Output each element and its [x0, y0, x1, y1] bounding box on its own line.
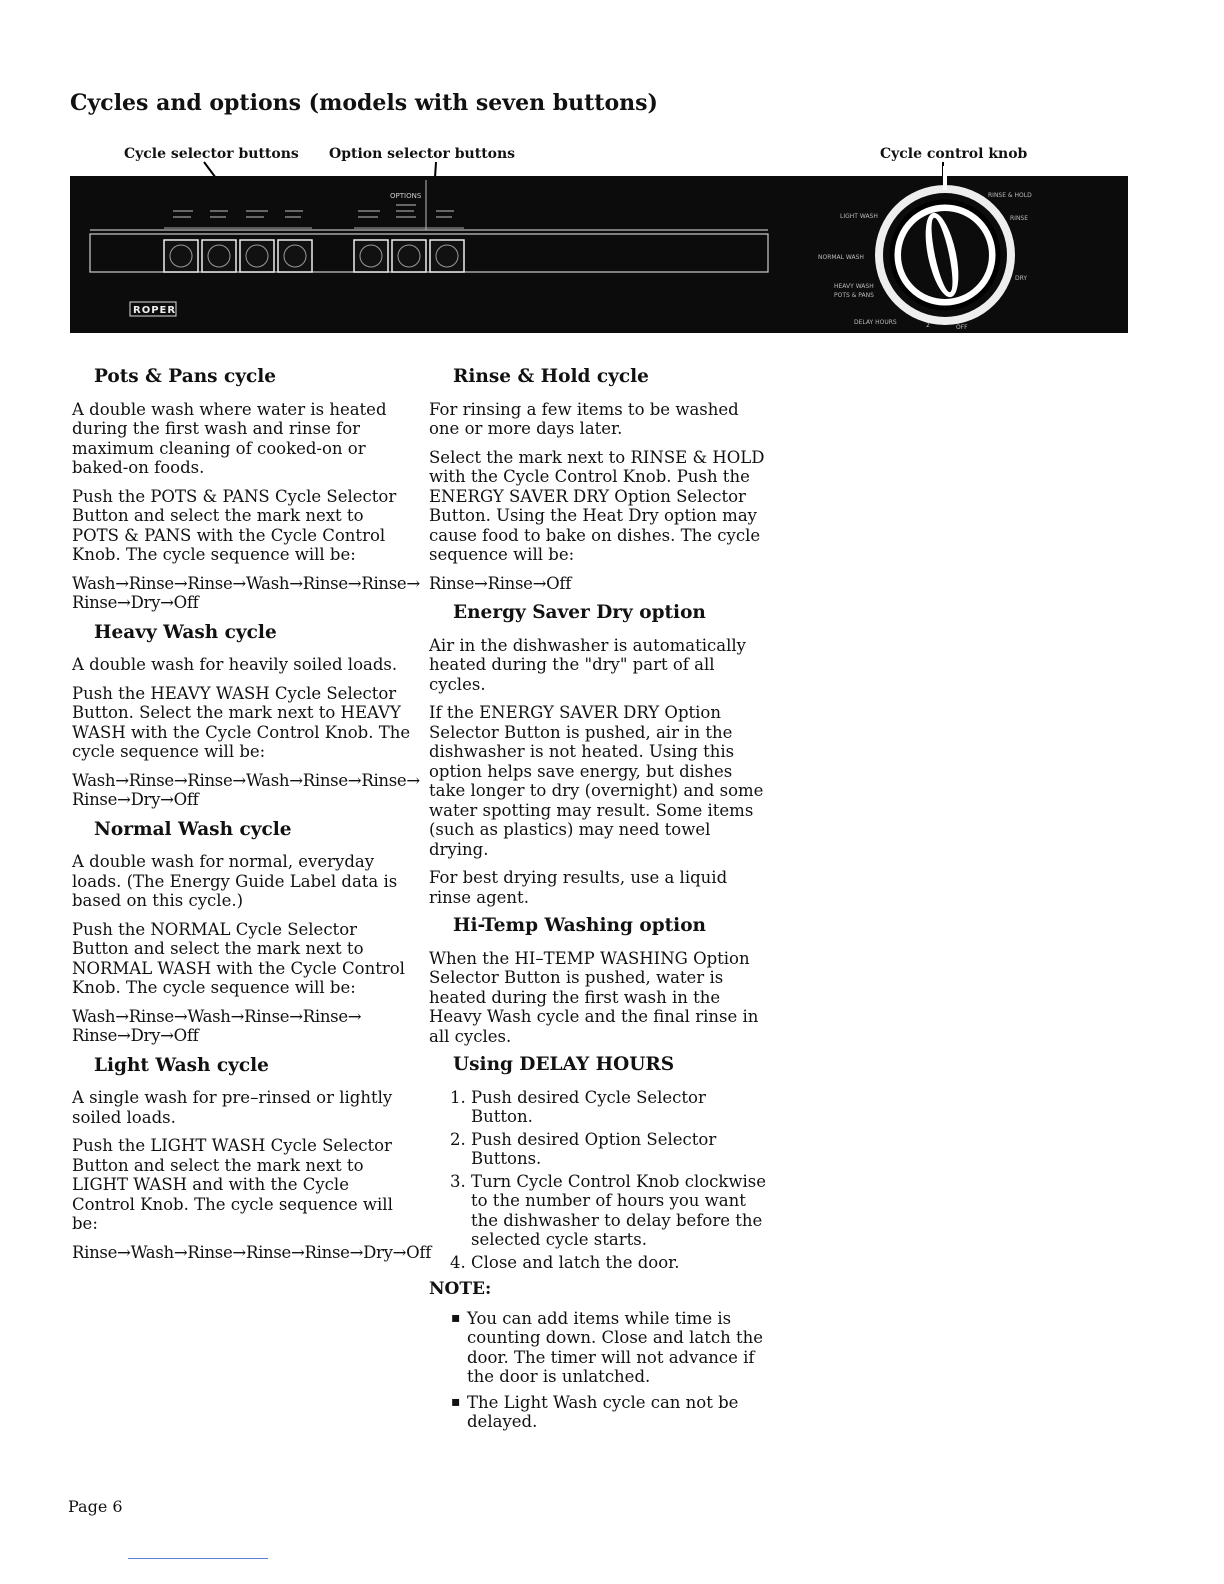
light-wash-instructions: Push the LIGHT WASH Cycle Selector Button and select the mark next to LIGHT WASH and with the Cycle Control Knob. The cycle sequence will be: — [72, 1136, 393, 1233]
energy-saver-details: If the ENERGY SAVER DRY Option Selector Button is pushed, air in the dishwasher is not heated. Using this option helps save energy, but dishes take longer to dry (overnight) and some water spotting may result. Some items (such as plastics) may need towel drying. — [429, 703, 764, 859]
svg-text:LIGHT WASH: LIGHT WASH — [840, 213, 878, 220]
svg-text:POTS & PANS: POTS & PANS — [834, 292, 874, 299]
right-column — [429, 367, 769, 1438]
svg-text:DELAY HOURS: DELAY HOURS — [854, 319, 897, 326]
light-wash-desc: A single wash for pre–rinsed or lightly soiled loads. — [72, 1088, 393, 1127]
note-label: NOTE: — [429, 1279, 492, 1299]
normal-wash-section — [72, 820, 412, 1046]
delay-step: 4. Close and latch the door. — [471, 1253, 769, 1273]
energy-saver-heading: Energy Saver Dry option — [453, 602, 706, 623]
delay-step: 3. Turn Cycle Control Knob clockwise to the number of hours you want the dishwasher to delay before the selected cycle starts. — [471, 1172, 769, 1250]
normal-wash-heading: Normal Wash cycle — [94, 818, 292, 840]
heavy-wash-instructions: Push the HEAVY WASH Cycle Selector Button. Select the mark next to HEAVY WASH with the Cycle Control Knob. The cycle sequence will be: — [72, 683, 411, 761]
rinse-hold-sequence: Rinse→Rinse→Off — [429, 573, 572, 593]
svg-text:OFF: OFF — [956, 324, 968, 331]
cycle-selector-label: Cycle selector buttons — [124, 146, 299, 162]
hi-temp-section — [429, 916, 769, 1046]
svg-text:DRY: DRY — [1015, 275, 1028, 282]
pots-pans-instructions: Push the POTS & PANS Cycle Selector Button and select the mark next to POTS & PANS with the Cycle Control Knob. The cycle sequence will be: — [72, 486, 397, 564]
svg-text:RINSE: RINSE — [1010, 215, 1029, 222]
pots-pans-desc: A double wash where water is heated during the first wash and rinse for maximum cleaning of cooked-on or baked-on foods. — [72, 399, 387, 477]
left-column — [72, 366, 432, 1272]
light-wash-heading: Light Wash cycle — [94, 1054, 269, 1076]
energy-saver-section — [429, 603, 769, 907]
page-title: Cycles and options (models with seven buttons) — [70, 90, 658, 116]
control-panel-illustration — [0, 140, 1224, 340]
delay-hours-heading: Using DELAY HOURS — [453, 1054, 675, 1075]
hi-temp-desc: When the HI–TEMP WASHING Option Selector Button is pushed, water is heated during the first wash in the Heavy Wash cycle and the final rinse in all cycles. — [429, 948, 759, 1046]
light-wash-sequence: Rinse→Wash→Rinse→Rinse→Rinse→Dry→Off — [72, 1242, 432, 1262]
pots-pans-heading: Pots & Pans cycle — [94, 366, 277, 387]
delay-steps — [429, 1088, 769, 1273]
cycle-knob-label: Cycle control knob — [880, 146, 1028, 162]
svg-text:RINSE & HOLD: RINSE & HOLD — [988, 192, 1032, 199]
note-item: ▪ You can add items while time is counting down. Close and latch the door. The timer will not advance if the door is unlatched. — [467, 1309, 769, 1387]
delay-step: 1. Push desired Cycle Selector Button. — [471, 1088, 769, 1127]
delay-hours-section — [429, 1055, 769, 1432]
heavy-wash-section — [72, 621, 420, 810]
normal-wash-sequence: Wash→Rinse→Wash→Rinse→Rinse→ Rinse→Dry→Off — [72, 1006, 362, 1045]
normal-wash-desc: A double wash for normal, everyday loads. (The Energy Guide Label data is based on this cycle.) — [72, 852, 398, 910]
note-list — [429, 1309, 769, 1432]
options-caption: OPTIONS — [390, 192, 422, 200]
delay-step: 2. Push desired Option Selector Buttons. — [471, 1130, 769, 1169]
page-number: Page 6 — [68, 1497, 123, 1516]
rinse-hold-desc: For rinsing a few items to be washed one or more days later. — [429, 399, 739, 438]
normal-wash-instructions: Push the NORMAL Cycle Selector Button and select the mark next to NORMAL WASH with the Cycle Control Knob. The cycle sequence will be: — [72, 919, 405, 997]
svg-text:ROPER: ROPER — [133, 305, 177, 316]
option-selector-label: Option selector buttons — [329, 146, 516, 162]
heavy-wash-sequence: Wash→Rinse→Rinse→Wash→Rinse→Rinse→ Rinse→Dry→Off — [72, 770, 420, 809]
energy-saver-tip: For best drying results, use a liquid rinse agent. — [429, 868, 728, 907]
pots-pans-section — [72, 366, 420, 613]
svg-text:NORMAL WASH: NORMAL WASH — [818, 254, 864, 261]
footer-rule — [128, 1558, 268, 1559]
note-item: ▪ The Light Wash cycle can not be delayed. — [467, 1393, 769, 1432]
heavy-wash-desc: A double wash for heavily soiled loads. — [72, 655, 398, 674]
energy-saver-desc: Air in the dishwasher is automatically heated during the "dry" part of all cycles. — [429, 635, 746, 694]
hi-temp-heading: Hi-Temp Washing option — [453, 915, 707, 936]
rinse-hold-heading: Rinse & Hold cycle — [453, 366, 649, 387]
heavy-wash-heading: Heavy Wash cycle — [94, 621, 277, 643]
svg-text:2: 2 — [926, 322, 930, 329]
rinse-hold-section — [429, 367, 769, 593]
light-wash-section — [72, 1054, 432, 1263]
svg-text:HEAVY WASH: HEAVY WASH — [834, 283, 874, 290]
pots-pans-sequence: Wash→Rinse→Rinse→Wash→Rinse→Rinse→ Rinse→Dry→Off — [72, 573, 420, 612]
rinse-hold-instructions: Select the mark next to RINSE & HOLD with the Cycle Control Knob. Push the ENERGY SAVER DRY Option Selector Button. Using the Heat Dry option may cause food to bake on dishes. The cycle sequence will be: — [429, 447, 765, 564]
option-selector-buttons — [354, 240, 464, 272]
